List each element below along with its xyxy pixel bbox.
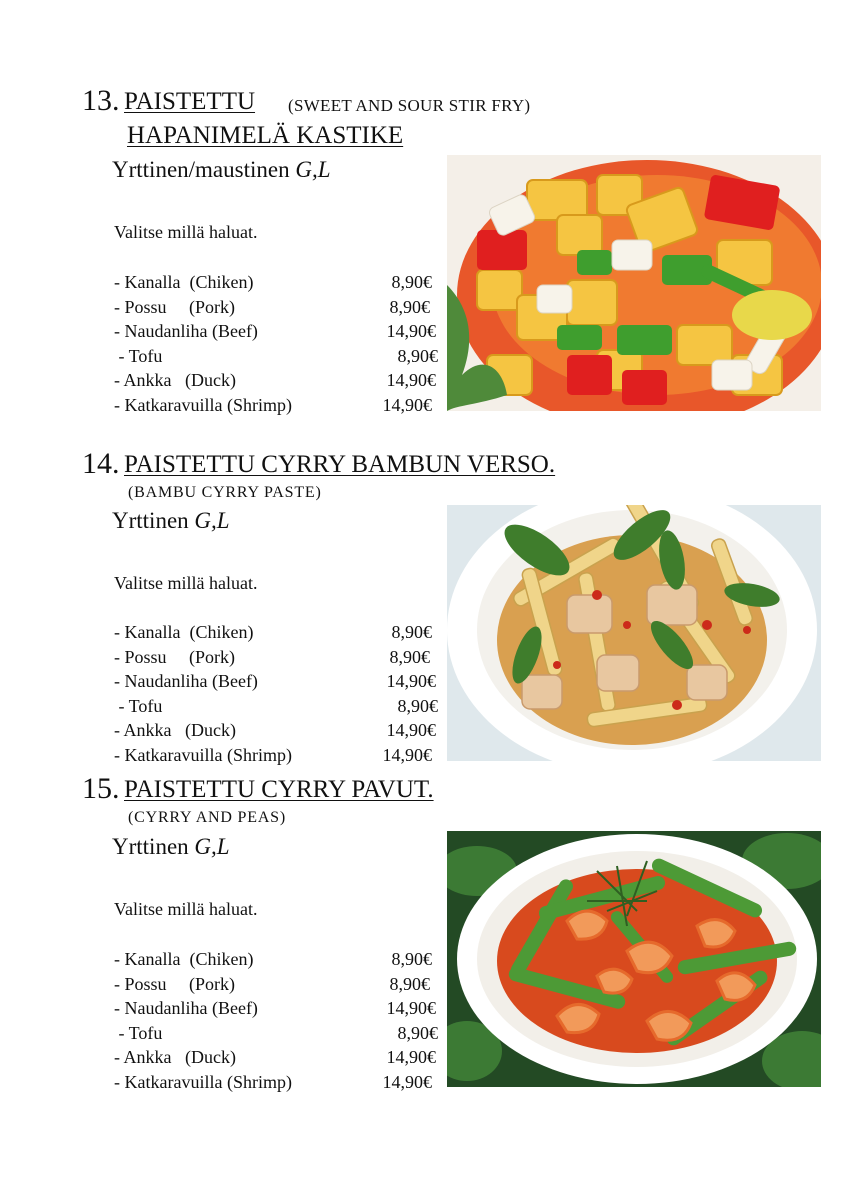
diet-description: Yrttinen bbox=[112, 834, 195, 859]
item-name: - Kanalla (Chiken) bbox=[114, 622, 254, 642]
item-name: - Ankka (Duck) bbox=[114, 370, 236, 391]
item-price: 8,90€ bbox=[397, 345, 438, 366]
menu-list bbox=[114, 620, 444, 768]
item-name: - Katkaravuilla (Shrimp) bbox=[114, 1071, 292, 1092]
menu-item bbox=[114, 270, 444, 295]
item-price: 14,90€ bbox=[386, 370, 436, 391]
item-price: 14,90€ bbox=[382, 744, 432, 765]
menu-item bbox=[114, 620, 444, 645]
dish-english-name: (BAMBU CYRRY PASTE) bbox=[128, 484, 322, 501]
menu-item bbox=[114, 972, 444, 997]
item-price: 14,90€ bbox=[382, 1071, 432, 1092]
menu-item bbox=[114, 743, 444, 768]
menu-item bbox=[114, 694, 444, 719]
food-image-icon bbox=[447, 505, 821, 761]
item-price: 14,90€ bbox=[386, 321, 436, 342]
sweet-sour-stir-fry-photo bbox=[447, 155, 821, 411]
item-price: 14,90€ bbox=[382, 394, 432, 415]
item-price: 8,90€ bbox=[389, 296, 430, 317]
item-name: - Ankka (Duck) bbox=[114, 1047, 236, 1068]
menu-item bbox=[114, 947, 444, 972]
item-price: 8,90€ bbox=[389, 646, 430, 667]
menu-item bbox=[114, 393, 444, 418]
item-price: 14,90€ bbox=[386, 720, 436, 741]
dish-title: PAISTETTU CYRRY BAMBUN VERSO. bbox=[124, 451, 556, 478]
choose-prompt: Valitse millä haluat. bbox=[114, 222, 258, 242]
food-image-icon bbox=[447, 831, 821, 1087]
menu-item bbox=[114, 1070, 444, 1095]
item-name: - Tofu bbox=[114, 1022, 163, 1043]
menu-list bbox=[114, 270, 444, 418]
menu-item bbox=[114, 718, 444, 743]
menu-item bbox=[114, 645, 444, 670]
diet-description: Yrttinen/maustinen bbox=[112, 157, 296, 182]
menu-item bbox=[114, 344, 444, 369]
dish-title: PAISTETTU CYRRY PAVUT. bbox=[124, 776, 434, 803]
item-price: 8,90€ bbox=[391, 622, 432, 642]
item-name: - Kanalla (Chiken) bbox=[114, 949, 254, 969]
dish-english-name: (CYRRY AND PEAS) bbox=[128, 809, 287, 826]
diet-info bbox=[112, 508, 230, 534]
item-price: 8,90€ bbox=[397, 1022, 438, 1043]
dish-english-name: (SWEET AND SOUR STIR FRY) bbox=[288, 96, 531, 115]
item-name: - Ankka (Duck) bbox=[114, 720, 236, 741]
item-name: - Possu (Pork) bbox=[114, 973, 236, 994]
menu-item bbox=[114, 295, 444, 320]
dish-number: 15. bbox=[82, 772, 120, 805]
menu-item bbox=[114, 669, 444, 694]
bamboo-curry-photo bbox=[447, 505, 821, 761]
menu-item bbox=[114, 1021, 444, 1046]
menu-item bbox=[114, 319, 444, 344]
food-image-icon bbox=[447, 155, 821, 411]
dish-number: 13. bbox=[82, 84, 120, 117]
item-name: - Naudanliha (Beef) bbox=[114, 671, 258, 692]
item-price: 8,90€ bbox=[391, 272, 432, 292]
item-name: - Katkaravuilla (Shrimp) bbox=[114, 394, 292, 415]
item-name: - Possu (Pork) bbox=[114, 646, 236, 667]
item-name: - Katkaravuilla (Shrimp) bbox=[114, 744, 292, 765]
item-name: - Possu (Pork) bbox=[114, 296, 236, 317]
menu-item bbox=[114, 996, 444, 1021]
menu-item bbox=[114, 1045, 444, 1070]
item-price: 14,90€ bbox=[386, 998, 436, 1019]
curry-beans-shrimp-photo bbox=[447, 831, 821, 1087]
item-name: - Tofu bbox=[114, 345, 163, 366]
diet-info bbox=[112, 834, 230, 860]
item-price: 14,90€ bbox=[386, 1047, 436, 1068]
item-name: - Kanalla (Chiken) bbox=[114, 272, 254, 292]
choose-prompt: Valitse millä haluat. bbox=[114, 573, 258, 593]
item-price: 8,90€ bbox=[397, 695, 438, 716]
menu-item bbox=[114, 368, 444, 393]
dish-title: PAISTETTU bbox=[124, 88, 256, 115]
choose-prompt: Valitse millä haluat. bbox=[114, 899, 258, 919]
diet-tag: G,L bbox=[194, 508, 230, 533]
dish-number: 14. bbox=[82, 447, 120, 480]
diet-description: Yrttinen bbox=[112, 508, 195, 533]
diet-info bbox=[112, 157, 330, 183]
diet-tag: G,L bbox=[295, 157, 331, 182]
dish-subtitle: HAPANIMELÄ KASTIKE bbox=[127, 122, 404, 149]
item-price: 14,90€ bbox=[386, 671, 436, 692]
item-name: - Tofu bbox=[114, 695, 163, 716]
item-price: 8,90€ bbox=[391, 949, 432, 969]
menu-list bbox=[114, 947, 444, 1095]
item-price: 8,90€ bbox=[389, 973, 430, 994]
item-name: - Naudanliha (Beef) bbox=[114, 321, 258, 342]
item-name: - Naudanliha (Beef) bbox=[114, 998, 258, 1019]
diet-tag: G,L bbox=[194, 834, 230, 859]
